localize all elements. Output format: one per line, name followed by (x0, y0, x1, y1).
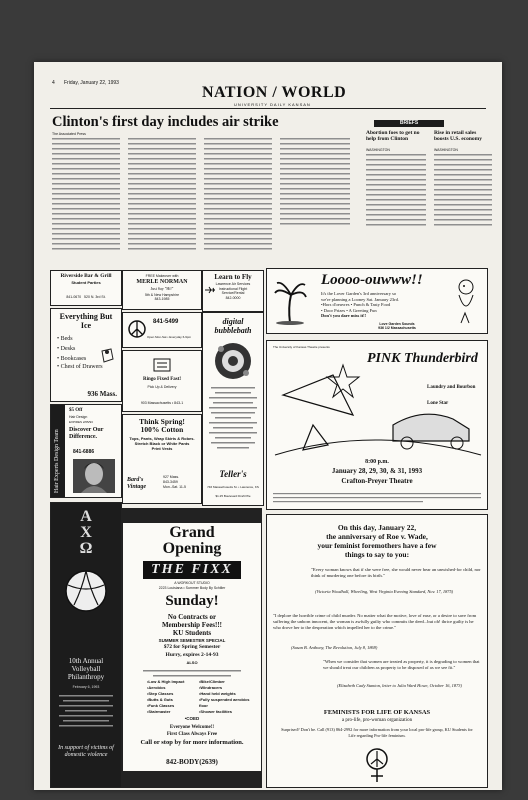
pt-presenter: The University of Kansas Theatre presents (273, 345, 330, 349)
ffl-attribution-3: (Elizabeth Cady Stanton, letter to Julia Ward Howe, October 16, 1873) (337, 683, 462, 688)
merle-address: 5th & New Hampshire (144, 293, 180, 297)
ffl-intro-2: the anniversary of Roe v. Wade, (326, 532, 428, 541)
fixx-address: 2223 Louisiana • Summer Body By Schiller (158, 586, 226, 590)
issue-date: Friday, January 22, 1993 (64, 80, 119, 86)
airplane-icon (205, 281, 215, 289)
ffl-quote-1: "Every woman knows that if she were free, she would never bear an unwished-for child, nor think of murdering one before its birth." (311, 567, 481, 578)
fixx-class-bike: •Bike/Climber (199, 679, 225, 684)
brief-2-body (434, 154, 492, 234)
riverside-sub: Student Parties (71, 280, 101, 285)
page-number: 4 (52, 80, 55, 86)
fly-phone: 842-0000 (225, 295, 241, 300)
fixx-class-butts: •Butts & Guts (147, 697, 173, 702)
axo-cause: In support of victims of domestic violence (58, 745, 114, 758)
fixx-offer-1: No Contracts or (167, 613, 217, 621)
fixx-offer-2: Membership Fees!!! (161, 621, 223, 629)
ad-the-fixx (122, 508, 262, 788)
thrift-cotton: 100% Cotton (140, 425, 184, 434)
ad-hair-design (50, 404, 122, 498)
ebi-item-chest: • Chest of Drawers (57, 364, 103, 370)
briefs-label: BRIEFS (374, 120, 444, 127)
pt-venue: Crafton-Preyer Theatre (341, 477, 413, 485)
merle-slogan: Just Say "Hi!" (150, 286, 174, 291)
love-garden-title: Loooo-ouwww!! (321, 272, 423, 288)
brief-1-dateline: WASHINGTON (366, 148, 390, 152)
ad-everything-but-ice (50, 308, 122, 402)
fly-rental: Service/Rental (221, 291, 245, 295)
fixx-class-weights: •Hand held weights (199, 691, 236, 696)
ebi-address: 936 Mass. (87, 390, 117, 398)
thrift-vests: Print Vests (151, 446, 173, 451)
sixties-hours: Open Mon-Sat • Everyday 6-9pm (147, 335, 192, 339)
love-garden-address: 936 1/2 Massachusetts (378, 326, 416, 330)
story-text-lines (52, 138, 356, 268)
riverside-phone: 841-0670 (66, 295, 82, 299)
fixx-class-funk: •Funk Classes (147, 703, 175, 708)
fixx-class-floor: •Fully suspended aerobics floor (199, 697, 250, 708)
axo-details-text (59, 695, 113, 735)
ebi-title: Everything But Ice (59, 312, 113, 330)
thrift-shop-name: Bard's Vintage (127, 477, 147, 490)
love-garden-line-1: It's the Lover Garden's 3rd anniversary so (321, 291, 397, 296)
ffl-org-name: FEMINISTS FOR LIFE OF KANSAS (323, 709, 431, 716)
fixx-special: SUMMER SEMESTER SPECIAL (158, 638, 226, 643)
ad-axo-volleyball (50, 502, 122, 788)
fixx-free-class: First Class Always Free (166, 732, 218, 737)
ad-bards-vintage (122, 414, 202, 504)
thrift-phone: 843-3459 (163, 480, 178, 484)
fixx-class-aerobics: •Aerobics (147, 685, 166, 690)
fixx-decor-top (123, 509, 261, 523)
ebi-item-beds: • Beds (57, 336, 73, 342)
sixties-phone: 841-5499 (153, 319, 179, 325)
axo-event: Philanthropy (67, 673, 105, 681)
peace-sign-icon (127, 318, 147, 340)
love-garden-line-4: • Door Prizes • A Greeting Fun (321, 307, 377, 313)
bubblebath-title: digital bubblebath (214, 317, 252, 335)
fixx-class-low-high: •Low & High Impact (147, 679, 185, 684)
brief-2-dateline: WASHINGTON (434, 148, 458, 152)
thrift-pants: Stretch Black or White Pants (134, 441, 190, 446)
section-title: NATION / WORLD (202, 84, 347, 101)
ad-learn-to-fly (202, 270, 264, 312)
axo-letter-omega: Ω (79, 540, 93, 557)
ad-merle-norman (122, 270, 202, 310)
ffl-intro-3: your feminist foremothers have a few (317, 541, 437, 550)
bubblebath-text (209, 387, 257, 457)
fixx-opening: Opening (162, 540, 222, 557)
fixx-call: Call or stop by for more information. (140, 739, 244, 746)
fixx-ku: KU Students (172, 629, 212, 637)
fixx-class-step: •Step Classes (147, 691, 174, 696)
ffl-quote-3: "When we consider that women are treated as property, it is degrading to women that we should treat our children as property to be disposed of as we see fit." (323, 659, 480, 670)
fly-company: Lawrence Air Services (215, 282, 251, 286)
tanning-expires: EXPIRES 2/05/93 (69, 420, 93, 424)
ringo-logo-icon (153, 357, 171, 373)
model-photo (73, 459, 115, 493)
pt-fine-print (273, 491, 481, 503)
cartoon-bird-icon (451, 277, 481, 325)
ringo-service: Pick Up & Delivery (147, 385, 177, 389)
tanning-phone: 841-6886 (73, 449, 95, 455)
ffl-attribution-2: (Susan B. Anthony, The Revolution, July 8, 1869) (291, 645, 378, 650)
axo-date: February 6, 1993 (72, 685, 100, 689)
fixx-class-shower: •Shower facilities (199, 709, 232, 714)
ad-feminists-for-life (266, 514, 488, 788)
fixx-welcome: Everyone Welcome!! (169, 725, 215, 730)
ad-riverside-bar-grill (50, 270, 122, 306)
volleyball-icon (64, 569, 108, 613)
ringo-headline: Ringo Fixed Fast! (142, 377, 182, 382)
pt-title: PINK Thunderbird (367, 351, 478, 366)
fixx-class-stairmaster: •Stairmaster (147, 709, 171, 714)
ad-ringo (122, 350, 202, 412)
ebi-item-desks: • Desks (57, 346, 76, 352)
riverside-title: Riverside Bar & Grill (60, 273, 112, 279)
fly-title: Learn to Fly (214, 273, 252, 281)
love-garden-name: Love Garden Sounds (379, 322, 415, 326)
ringo-address: 903 Massachusetts • 843-1 (140, 401, 184, 405)
hair-experts-sidebar (51, 405, 65, 497)
hair-experts-title: Hair Experts Design Team (54, 429, 60, 493)
fixx-price: $72 for Spring Semester (163, 644, 221, 650)
tanning-offer: $5 Off (69, 408, 83, 413)
axo-letter-chi: X (80, 524, 92, 541)
ffl-attribution-1: (Victoria Woodhull, Wheeling, West Virginia Evening Standard, Nov. 17, 1875) (315, 589, 454, 594)
thrift-hours: Mon.-Sat. 11-5 (163, 485, 186, 489)
fixx-subtitle: A WORKOUT STUDIO (174, 581, 210, 585)
bubblebath-art (213, 341, 253, 381)
main-byline: The Associated Press (52, 132, 86, 136)
merle-pre: FREE Makeover with (145, 274, 179, 278)
main-headline: Clinton's first day includes air strike (52, 114, 279, 130)
paper-name: UNIVERSITY DAILY KANSAN (234, 102, 311, 107)
tanning-slogan: Discover Our Difference. (69, 427, 104, 440)
pt-play-1: Laundry and Bourbon (427, 385, 476, 390)
thrift-items: Tops, Pants, Wrap Skirts & Robes. (129, 436, 195, 441)
fixx-phone: 842-BODY(2639) (166, 758, 218, 766)
axo-letter-alpha: A (80, 508, 92, 525)
fixx-hurry: Hurry, expires 2-14-93 (165, 652, 219, 658)
brief-2-headline: Rise in retail sales boosts U.S. economy (434, 130, 482, 142)
love-garden-line-2: we're planning a Looney Sat. January 23rd. (321, 296, 400, 302)
ffl-footer: Surprised? Don't be. Call (913) 864-2992 for more information from your local pro-life group, KU Students for Life regarding Pro-life feminism. (281, 727, 473, 738)
palm-tree-icon (273, 277, 307, 325)
pt-time: 8:00 p.m. (365, 459, 389, 465)
ebi-item-bookcases: • Bookcases (57, 356, 87, 362)
ice-cube-icon (99, 347, 115, 365)
brief-1-headline: Abortion foes to get no help from Clinton (366, 130, 420, 142)
ffl-logo-icon (363, 747, 391, 783)
main-story-body (52, 138, 356, 268)
axo-anniversary: 10th Annual (68, 657, 104, 665)
header-rule (50, 108, 486, 109)
tellers-address: 746 Massachusetts St. • Lawrence, KS (207, 485, 259, 489)
pt-play-2: Lone Star (427, 401, 449, 406)
fixx-decor-bottom (123, 771, 261, 787)
fixx-also: ALSO (186, 660, 198, 665)
love-garden-line-5: Don't you dare miss it!! (321, 313, 367, 318)
thrift-headline: Think Spring! (139, 417, 185, 426)
ad-sixties (122, 312, 202, 348)
ffl-intro-4: things to say to you: (344, 550, 410, 559)
fixx-class-windracers: •Windracers (199, 685, 223, 690)
ffl-intro-1: On this day, January 22, (337, 523, 417, 532)
pt-dates: January 28, 29, 30, & 31, 1993 (331, 467, 423, 475)
ffl-quote-2: "I deplore the horrible crime of child murder. No matter what the motive, love of ease, or a desire to save from suffering the unborn innocent, the woman is awfully guilty who commits the deed...but oh! thrice guilty is he who drove her to the desperation which impelled her to the crime." (273, 613, 477, 630)
tanning-service: Hair Design (69, 415, 88, 419)
brief-1-body (366, 154, 426, 234)
ad-love-garden (266, 268, 488, 334)
fixx-coed: •COED (184, 716, 200, 721)
fixx-day: Sunday! (165, 593, 219, 609)
ffl-org-sub: a pro-life, pro-woman organization (341, 718, 413, 723)
fly-instruction: Instructional Flight (218, 286, 248, 291)
ad-pink-thunderbird (266, 340, 488, 510)
fixx-also-details (143, 666, 241, 676)
fixx-logo: THE FIXX (143, 561, 241, 579)
axo-sport: Volleyball (71, 665, 101, 673)
merle-name: MERLE NORMAN (136, 279, 188, 285)
newspaper-page (34, 62, 502, 790)
ad-digital-bubblebath (202, 312, 264, 506)
thrift-address: 927 Mass. (163, 475, 180, 479)
merle-phone: 843-1985 (154, 297, 170, 301)
riverside-address: 520 N. 3rd St. (84, 295, 106, 299)
love-garden-line-3: •Hors d'oeuvres • Punch & Tasty Food (321, 302, 391, 307)
tellers-logo: Teller's (219, 469, 247, 479)
fixx-grand: Grand (169, 524, 215, 541)
tellers-price: $1.25 Boulevard Draft Pile (215, 494, 251, 498)
